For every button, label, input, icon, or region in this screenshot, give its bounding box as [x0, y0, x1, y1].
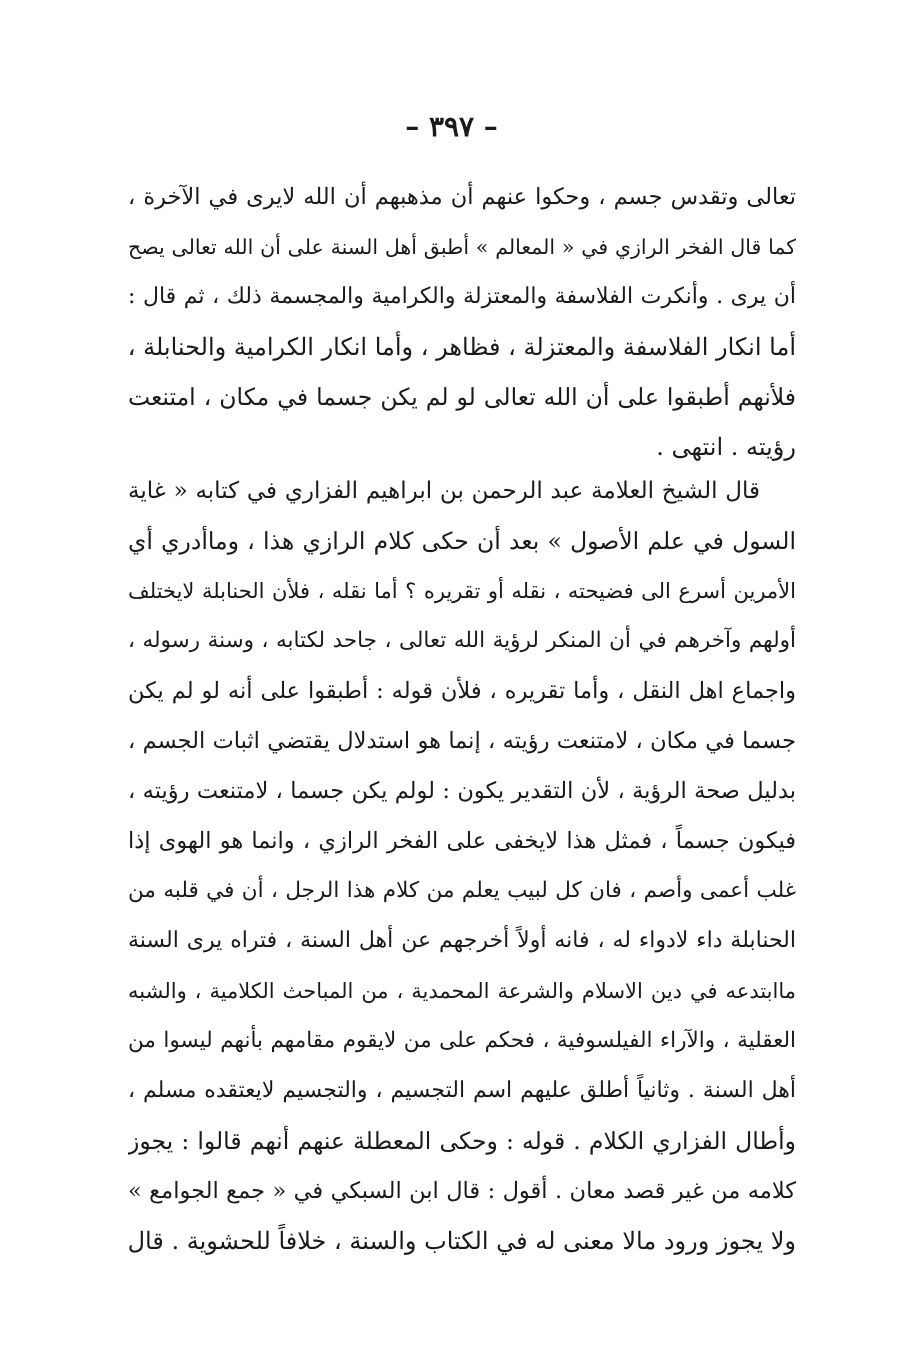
text-line: العقلية ، والآراء الفيلسوفية ، فحكم على من لايقوم مقامهم بأنهم ليسوا من — [128, 1028, 796, 1053]
text-line: وأطال الفزاري الكلام . قوله : وحكى المعطلة عنهم أنهم قالوا : يجوز — [128, 1127, 796, 1155]
text-line: غلب أعمى وأصم ، فان كل لبيب يعلم من كلام هذا الرجل ، أن في قلبه من — [128, 878, 796, 903]
text-line: قال الشيخ العلامة عبد الرحمن بن ابراهيم الفزاري في كتابه « غاية — [128, 478, 760, 504]
paragraph-1 — [128, 172, 796, 472]
text-line: فلأنهم أطبقوا على أن الله تعالى لو لم يكن جسما في مكان ، امتنعت — [128, 383, 796, 411]
text-line: السول في علم الأصول » بعد أن حكى كلام الرازي هذا ، وماأدري أي — [128, 527, 796, 555]
text-line: الحنابلة داء لادواء له ، فانه أولاً أخرجهم عن أهل السنة ، فتراه يرى السنة — [128, 928, 796, 953]
text-line: أهل السنة . وثانياً أطلق عليهم اسم التجسيم ، والتجسيم لايعتقده مسلم ، — [128, 1078, 796, 1103]
text-line: واجماع اهل النقل ، وأما تقريره ، فلأن قوله : أطبقوا على أنه لو لم يكن — [128, 678, 796, 704]
paragraph-2 — [128, 466, 796, 1266]
text-line: بدليل صحة الرؤية ، لأن التقدير يكون : لولم يكن جسما ، لامتنعت رؤيته ، — [128, 778, 796, 804]
text-line: رؤيته . انتهى . — [656, 433, 796, 461]
page-number: – ٣٩٧ – — [405, 110, 498, 143]
text-line: جسما في مكان ، لامتنعت رؤيته ، إنما هو استدلال يقتضي اثبات الجسم ، — [128, 728, 796, 754]
text-line: الأمرين أسرع الى فضيحته ، نقله أو تقريره ؟ أما نقله ، فلأن الحنابلة لايختلف — [128, 579, 796, 603]
text-line: تعالى وتقدس جسم ، وحكوا عنهم أن مذهبهم أن الله لايرى في الآخرة ، — [128, 184, 796, 210]
text-line: كلامه من غير قصد معان . أقول : قال ابن السبكي في « جمع الجوامع » — [128, 1178, 796, 1204]
text-line: ولا يجوز ورود مالا معنى له في الكتاب والسنة ، خلافاً للحشوية . قال — [128, 1227, 796, 1255]
text-line: أولهم وآخرهم في أن المنكر لرؤية الله تعالى ، جاحد لكتابه ، وسنة رسوله ، — [128, 628, 796, 653]
text-line: ماابتدعه في دين الاسلام والشرعة المحمدية ، من المباحث الكلامية ، والشبه — [128, 979, 796, 1003]
text-line: كما قال الفخر الرازي في « المعالم » أطبق أهل السنة على أن الله تعالى يصح — [128, 235, 796, 259]
text-line: فيكون جسماً ، فمثل هذا لايخفى على الفخر الرازي ، وانما هو الهوى إذا — [128, 828, 796, 854]
text-line: أما انكار الفلاسفة والمعتزلة ، فظاهر ، وأما انكار الكرامية والحنابلة ، — [128, 333, 796, 361]
text-line: أن يرى . وأنكرت الفلاسفة والمعتزلة والكرامية والمجسمة ذلك ، ثم قال : — [128, 284, 796, 309]
